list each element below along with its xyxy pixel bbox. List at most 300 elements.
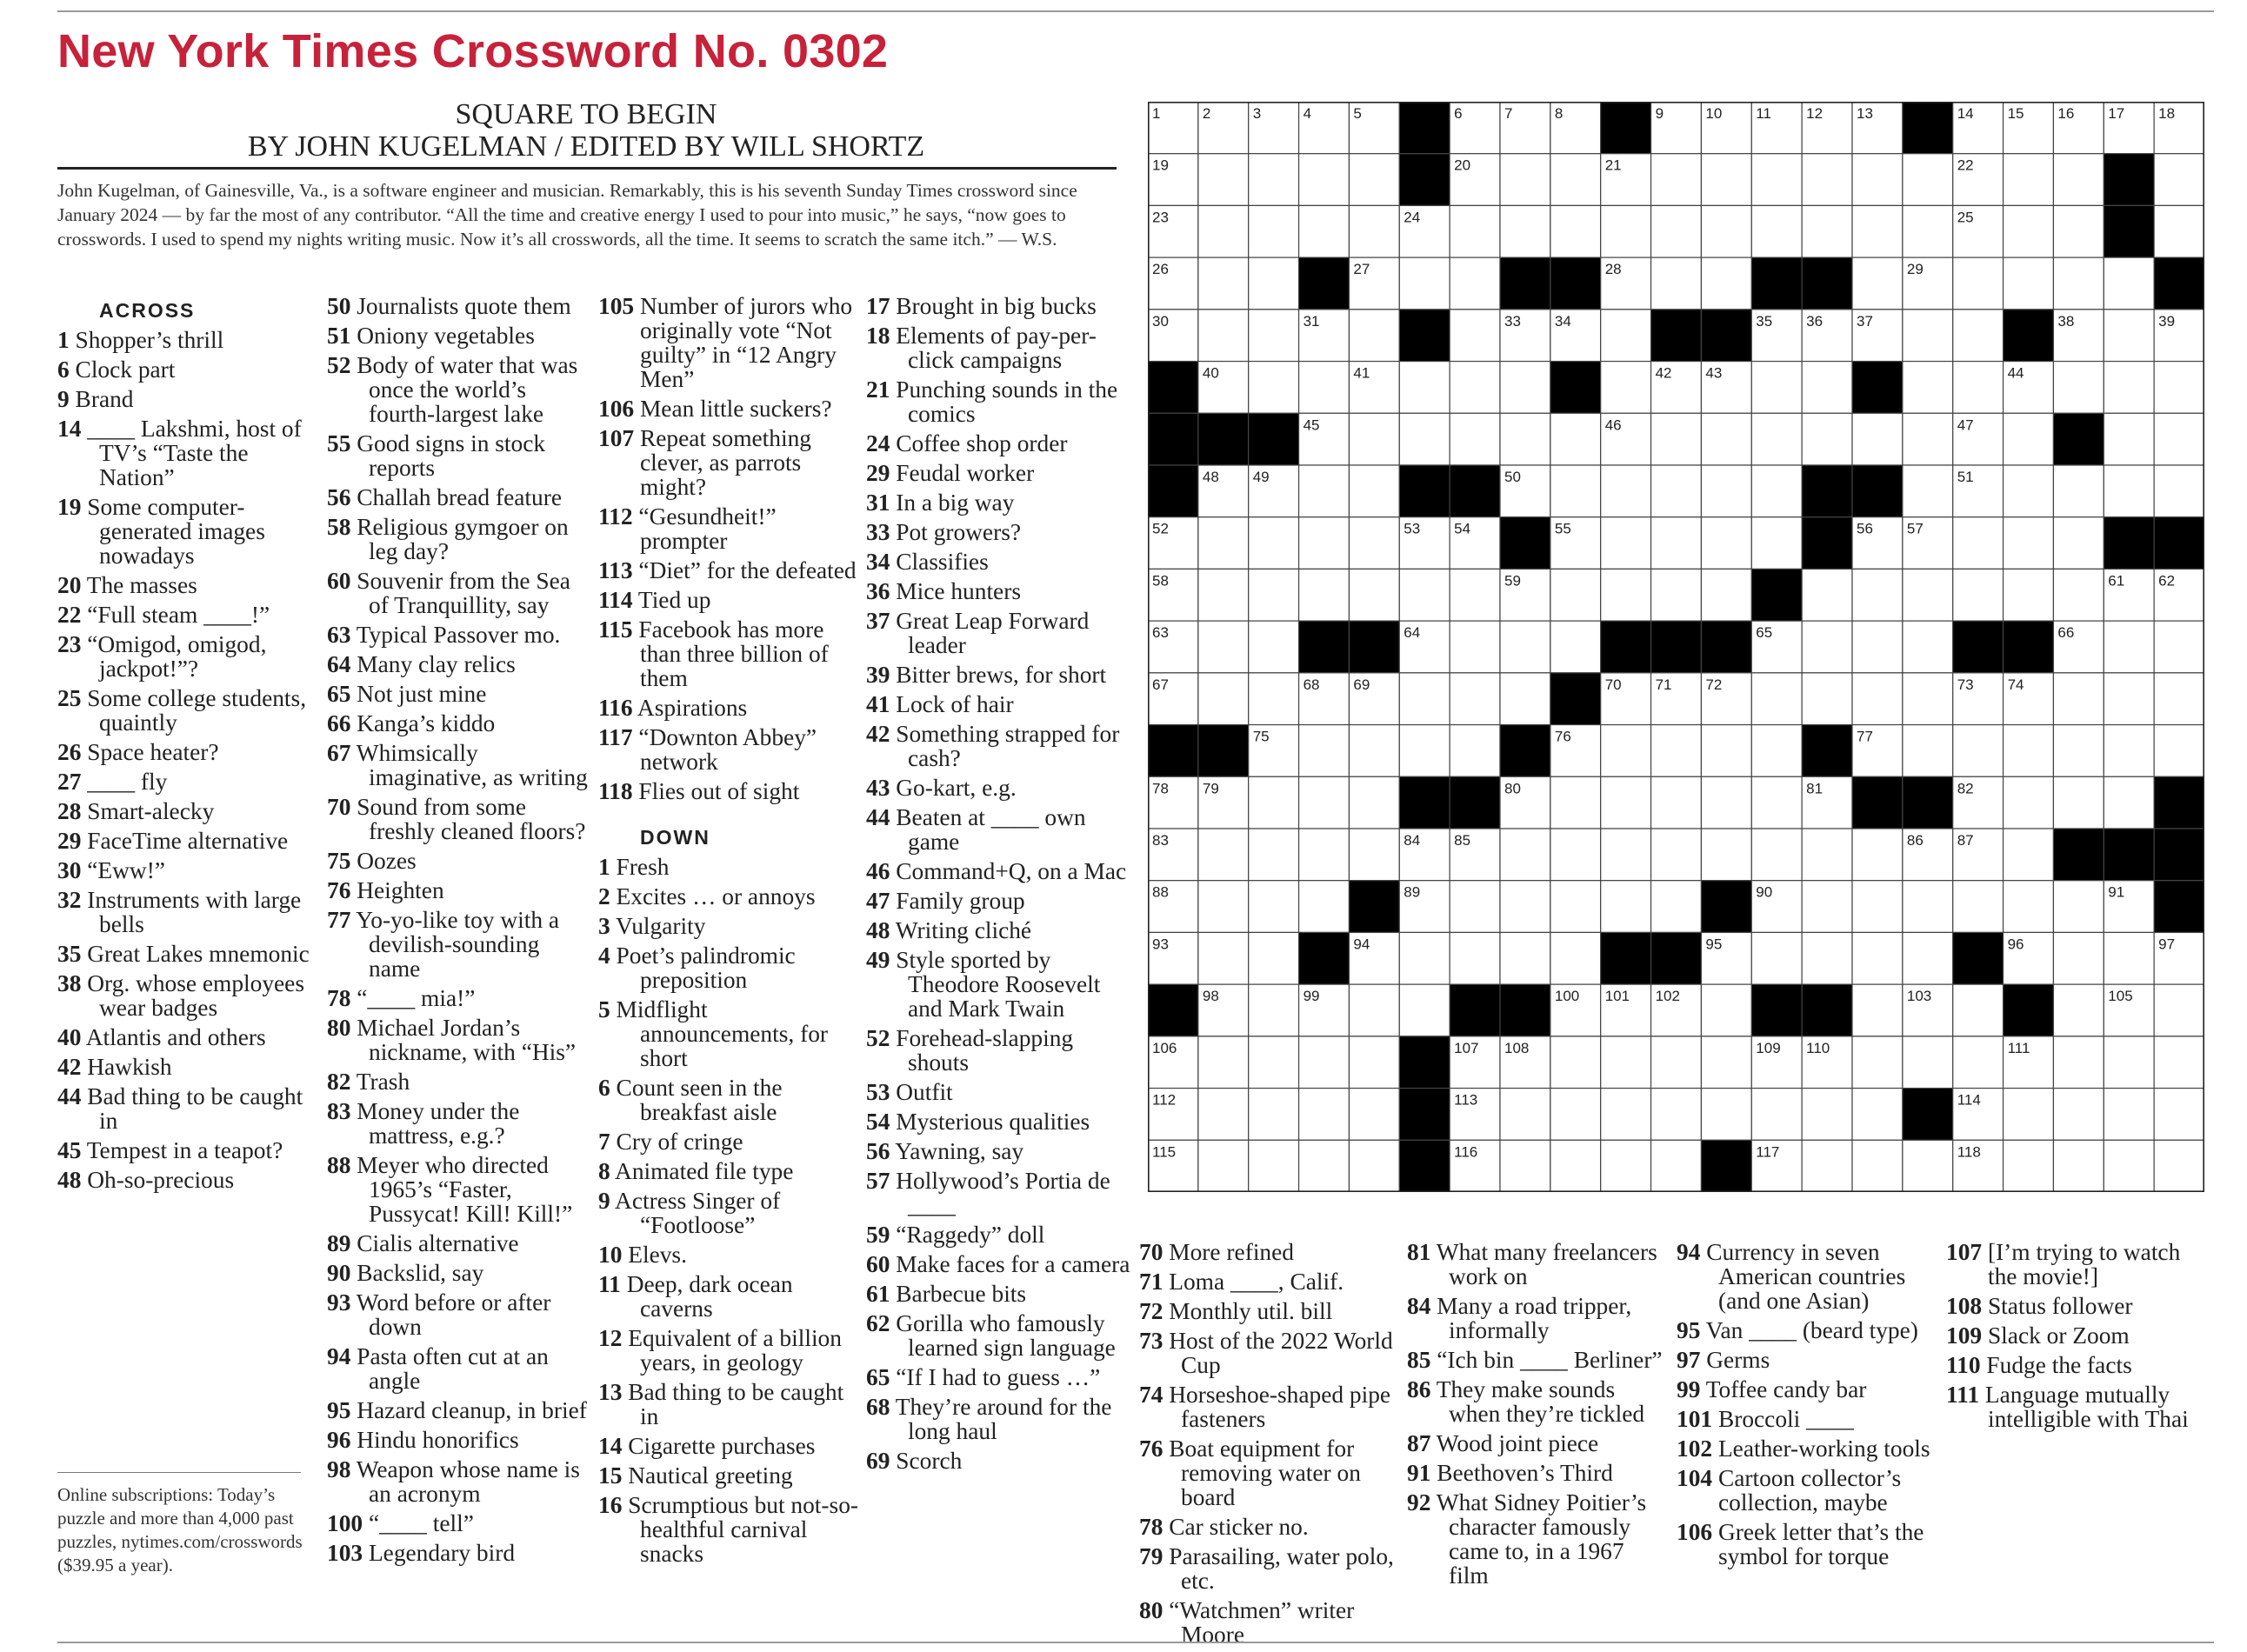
grid-cell[interactable] xyxy=(2053,1036,2104,1089)
grid-cell[interactable] xyxy=(2004,154,2054,206)
across-clue[interactable] xyxy=(598,696,861,720)
grid-cell[interactable] xyxy=(2053,569,2104,621)
grid-cell[interactable] xyxy=(1601,517,1651,570)
down-clue[interactable] xyxy=(1946,1353,2207,1377)
grid-cell[interactable] xyxy=(1399,257,1450,310)
grid-cell[interactable] xyxy=(2104,621,2154,673)
grid-cell[interactable] xyxy=(1550,465,1601,517)
grid-cell[interactable] xyxy=(1500,1089,1550,1141)
grid-cell[interactable] xyxy=(1852,881,1903,933)
down-clue[interactable] xyxy=(866,1169,1130,1217)
across-clue[interactable] xyxy=(327,1290,591,1339)
grid-cell[interactable] xyxy=(1550,413,1601,465)
grid-cell[interactable] xyxy=(1399,413,1450,465)
grid-cell[interactable] xyxy=(1953,569,2004,621)
across-clue[interactable] xyxy=(327,849,591,873)
grid-cell[interactable] xyxy=(1198,881,1249,933)
across-clue[interactable] xyxy=(327,431,591,480)
grid-cell[interactable] xyxy=(1349,1036,1399,1089)
grid-cell[interactable] xyxy=(1802,1089,1852,1141)
grid-cell[interactable] xyxy=(2154,154,2204,206)
grid-cell[interactable] xyxy=(1399,673,1450,725)
across-clue[interactable] xyxy=(327,1153,591,1226)
grid-cell[interactable] xyxy=(1198,1140,1249,1192)
grid-cell[interactable] xyxy=(1500,1140,1550,1192)
down-clue[interactable] xyxy=(866,323,1130,372)
grid-cell[interactable] xyxy=(1852,257,1903,310)
grid-cell[interactable] xyxy=(1249,1089,1299,1141)
grid-cell[interactable] xyxy=(1852,932,1903,984)
crossword-grid[interactable] xyxy=(1148,102,2204,1192)
grid-cell[interactable] xyxy=(1953,257,2004,310)
grid-cell[interactable] xyxy=(2104,362,2154,414)
down-clue[interactable] xyxy=(866,948,1130,1021)
down-clue[interactable] xyxy=(1139,1598,1402,1647)
grid-cell[interactable] xyxy=(2053,1140,2104,1192)
grid-cell[interactable] xyxy=(1751,932,1802,984)
grid-cell[interactable] xyxy=(1299,1140,1350,1192)
down-clue[interactable] xyxy=(1677,1377,1939,1402)
grid-cell[interactable] xyxy=(1500,932,1550,984)
grid-cell[interactable] xyxy=(1450,673,1500,725)
grid-cell[interactable] xyxy=(2004,1140,2054,1192)
down-clue[interactable] xyxy=(598,855,861,879)
grid-cell[interactable] xyxy=(1852,569,1903,621)
across-clue[interactable] xyxy=(57,942,323,966)
across-clue[interactable] xyxy=(327,294,591,318)
grid-cell[interactable] xyxy=(1500,829,1550,881)
down-clue[interactable] xyxy=(1139,1329,1402,1377)
grid-cell[interactable] xyxy=(1651,569,1702,621)
grid-cell[interactable] xyxy=(2104,1140,2154,1192)
grid-cell[interactable] xyxy=(2004,1089,2054,1141)
across-clue[interactable] xyxy=(57,632,323,681)
across-clue[interactable] xyxy=(327,323,591,348)
down-clue[interactable] xyxy=(598,1189,861,1237)
across-clue[interactable] xyxy=(598,558,861,583)
across-clue[interactable] xyxy=(327,1428,591,1452)
down-clue[interactable] xyxy=(1407,1490,1670,1588)
across-clue[interactable] xyxy=(57,1025,323,1049)
grid-cell[interactable] xyxy=(1601,569,1651,621)
down-clue[interactable] xyxy=(598,1129,861,1154)
grid-cell[interactable] xyxy=(1299,362,1350,414)
grid-cell[interactable] xyxy=(1953,984,2004,1036)
grid-cell[interactable] xyxy=(1651,776,1702,829)
down-clue[interactable] xyxy=(866,663,1130,687)
grid-cell[interactable] xyxy=(1802,154,1852,206)
grid-cell[interactable] xyxy=(1299,1036,1350,1089)
down-clue[interactable] xyxy=(598,1242,861,1267)
grid-cell[interactable] xyxy=(1651,205,1702,257)
grid-cell[interactable] xyxy=(1852,829,1903,881)
grid-cell[interactable] xyxy=(1802,205,1852,257)
grid-cell[interactable] xyxy=(1550,881,1601,933)
down-clue[interactable] xyxy=(866,609,1130,657)
grid-cell[interactable] xyxy=(1198,1036,1249,1089)
grid-cell[interactable] xyxy=(1399,569,1450,621)
grid-cell[interactable] xyxy=(1249,569,1299,621)
grid-cell[interactable] xyxy=(1198,829,1249,881)
grid-cell[interactable] xyxy=(1198,310,1249,362)
grid-cell[interactable] xyxy=(1701,154,1751,206)
across-clue[interactable] xyxy=(57,829,323,853)
grid-cell[interactable] xyxy=(1399,932,1450,984)
down-clue[interactable] xyxy=(1139,1382,1402,1431)
across-clue[interactable] xyxy=(57,603,323,627)
grid-cell[interactable] xyxy=(1601,1089,1651,1141)
grid-cell[interactable] xyxy=(1802,413,1852,465)
down-clue[interactable] xyxy=(866,1080,1130,1104)
grid-cell[interactable] xyxy=(2104,310,2154,362)
grid-cell[interactable] xyxy=(1953,1036,2004,1089)
across-clue[interactable] xyxy=(327,711,591,736)
grid-cell[interactable] xyxy=(1701,725,1751,777)
grid-cell[interactable] xyxy=(1751,413,1802,465)
down-clue[interactable] xyxy=(1139,1299,1402,1323)
down-clue[interactable] xyxy=(1677,1466,1939,1515)
grid-cell[interactable] xyxy=(1953,310,2004,362)
grid-cell[interactable] xyxy=(1701,1089,1751,1141)
grid-cell[interactable] xyxy=(2154,362,2204,414)
across-clue[interactable] xyxy=(57,1138,323,1162)
grid-cell[interactable] xyxy=(1651,829,1702,881)
grid-cell[interactable] xyxy=(1953,362,2004,414)
grid-cell[interactable] xyxy=(1500,362,1550,414)
grid-cell[interactable] xyxy=(1802,362,1852,414)
down-clue[interactable] xyxy=(866,1139,1130,1163)
grid-cell[interactable] xyxy=(1751,517,1802,570)
across-clue[interactable] xyxy=(598,294,861,391)
grid-cell[interactable] xyxy=(2154,1089,2204,1141)
grid-cell[interactable] xyxy=(1953,517,2004,570)
grid-cell[interactable] xyxy=(1601,1140,1651,1192)
down-clue[interactable] xyxy=(866,1222,1130,1247)
grid-cell[interactable] xyxy=(1651,1036,1702,1089)
grid-cell[interactable] xyxy=(1852,1089,1903,1141)
grid-cell[interactable] xyxy=(2053,257,2104,310)
grid-cell[interactable] xyxy=(1249,1140,1299,1192)
down-clue[interactable] xyxy=(1946,1294,2207,1318)
grid-cell[interactable] xyxy=(1450,205,1500,257)
grid-cell[interactable] xyxy=(1299,517,1350,570)
across-clue[interactable] xyxy=(57,740,323,764)
grid-cell[interactable] xyxy=(1903,725,1953,777)
down-clue[interactable] xyxy=(598,1159,861,1183)
across-clue[interactable] xyxy=(327,1099,591,1148)
down-clue[interactable] xyxy=(598,914,861,938)
across-clue[interactable] xyxy=(57,357,323,382)
across-clue[interactable] xyxy=(57,416,323,490)
grid-cell[interactable] xyxy=(1651,517,1702,570)
grid-cell[interactable] xyxy=(1802,829,1852,881)
grid-cell[interactable] xyxy=(1852,621,1903,673)
grid-cell[interactable] xyxy=(2104,413,2154,465)
grid-cell[interactable] xyxy=(1500,673,1550,725)
down-clue[interactable] xyxy=(1407,1461,1670,1485)
grid-cell[interactable] xyxy=(1802,932,1852,984)
down-clue[interactable] xyxy=(1139,1544,1402,1593)
grid-cell[interactable] xyxy=(1198,257,1249,310)
down-clue[interactable] xyxy=(1407,1348,1670,1372)
grid-cell[interactable] xyxy=(2004,725,2054,777)
grid-cell[interactable] xyxy=(1903,413,1953,465)
grid-cell[interactable] xyxy=(1550,776,1601,829)
grid-cell[interactable] xyxy=(2053,362,2104,414)
grid-cell[interactable] xyxy=(1349,205,1399,257)
grid-cell[interactable] xyxy=(1751,725,1802,777)
down-clue[interactable] xyxy=(598,1434,861,1458)
grid-cell[interactable] xyxy=(1349,829,1399,881)
down-clue[interactable] xyxy=(866,579,1130,603)
grid-cell[interactable] xyxy=(1399,984,1450,1036)
across-clue[interactable] xyxy=(57,888,323,936)
grid-cell[interactable] xyxy=(1550,154,1601,206)
grid-cell[interactable] xyxy=(2004,465,2054,517)
grid-cell[interactable] xyxy=(1651,257,1702,310)
grid-cell[interactable] xyxy=(1802,673,1852,725)
grid-cell[interactable] xyxy=(1903,673,1953,725)
down-clue[interactable] xyxy=(866,431,1130,456)
grid-cell[interactable] xyxy=(1802,881,1852,933)
grid-cell[interactable] xyxy=(1299,569,1350,621)
across-clue[interactable] xyxy=(327,515,591,563)
grid-cell[interactable] xyxy=(1701,829,1751,881)
grid-cell[interactable] xyxy=(1299,725,1350,777)
grid-cell[interactable] xyxy=(1198,205,1249,257)
grid-cell[interactable] xyxy=(1198,517,1249,570)
grid-cell[interactable] xyxy=(2053,881,2104,933)
grid-cell[interactable] xyxy=(1601,310,1651,362)
down-clue[interactable] xyxy=(1139,1240,1402,1264)
grid-cell[interactable] xyxy=(1299,829,1350,881)
grid-cell[interactable] xyxy=(1601,1036,1651,1089)
down-clue[interactable] xyxy=(866,1311,1130,1360)
grid-cell[interactable] xyxy=(1651,1140,1702,1192)
grid-cell[interactable] xyxy=(1802,569,1852,621)
grid-cell[interactable] xyxy=(2053,776,2104,829)
down-clue[interactable] xyxy=(866,1365,1130,1389)
grid-cell[interactable] xyxy=(1953,881,2004,933)
down-clue[interactable] xyxy=(866,294,1130,318)
grid-cell[interactable] xyxy=(1550,569,1601,621)
grid-cell[interactable] xyxy=(1450,621,1500,673)
grid-cell[interactable] xyxy=(2104,725,2154,777)
down-clue[interactable] xyxy=(1946,1382,2207,1431)
grid-cell[interactable] xyxy=(1299,881,1350,933)
grid-cell[interactable] xyxy=(2104,932,2154,984)
grid-cell[interactable] xyxy=(1601,881,1651,933)
grid-cell[interactable] xyxy=(1751,362,1802,414)
grid-cell[interactable] xyxy=(2053,205,2104,257)
grid-cell[interactable] xyxy=(1651,413,1702,465)
down-clue[interactable] xyxy=(866,520,1130,544)
across-clue[interactable] xyxy=(327,908,591,981)
grid-cell[interactable] xyxy=(1802,1140,1852,1192)
across-clue[interactable] xyxy=(327,1069,591,1094)
grid-cell[interactable] xyxy=(1550,932,1601,984)
grid-cell[interactable] xyxy=(1751,673,1802,725)
across-clue[interactable] xyxy=(327,986,591,1010)
down-clue[interactable] xyxy=(866,805,1130,854)
grid-cell[interactable] xyxy=(1198,154,1249,206)
grid-cell[interactable] xyxy=(1450,932,1500,984)
grid-cell[interactable] xyxy=(1198,1089,1249,1141)
grid-cell[interactable] xyxy=(1550,205,1601,257)
grid-cell[interactable] xyxy=(1399,362,1450,414)
grid-cell[interactable] xyxy=(1249,776,1299,829)
down-clue[interactable] xyxy=(866,1252,1130,1276)
grid-cell[interactable] xyxy=(1450,881,1500,933)
grid-cell[interactable] xyxy=(1802,621,1852,673)
across-clue[interactable] xyxy=(57,858,323,883)
down-clue[interactable] xyxy=(866,722,1130,770)
down-clue[interactable] xyxy=(1407,1431,1670,1455)
grid-cell[interactable] xyxy=(2053,932,2104,984)
grid-cell[interactable] xyxy=(1903,569,1953,621)
across-clue[interactable] xyxy=(327,652,591,676)
across-clue[interactable] xyxy=(327,1457,591,1506)
across-clue[interactable] xyxy=(327,741,591,789)
grid-cell[interactable] xyxy=(1903,310,1953,362)
down-clue[interactable] xyxy=(598,1380,861,1429)
grid-cell[interactable] xyxy=(2154,725,2204,777)
grid-cell[interactable] xyxy=(1349,1089,1399,1141)
across-clue[interactable] xyxy=(327,1541,591,1565)
down-clue[interactable] xyxy=(1139,1436,1402,1509)
down-clue[interactable] xyxy=(1946,1240,2207,1289)
grid-cell[interactable] xyxy=(2053,984,2104,1036)
grid-cell[interactable] xyxy=(1198,621,1249,673)
grid-cell[interactable] xyxy=(1450,257,1500,310)
grid-cell[interactable] xyxy=(1349,1140,1399,1192)
across-clue[interactable] xyxy=(57,387,323,411)
across-clue[interactable] xyxy=(57,495,323,568)
across-clue[interactable] xyxy=(327,1344,591,1393)
down-clue[interactable] xyxy=(866,692,1130,716)
grid-cell[interactable] xyxy=(2104,1036,2154,1089)
down-clue[interactable] xyxy=(1677,1240,1939,1313)
grid-cell[interactable] xyxy=(2053,517,2104,570)
grid-cell[interactable] xyxy=(1751,776,1802,829)
grid-cell[interactable] xyxy=(1249,881,1299,933)
down-clue[interactable] xyxy=(1677,1407,1939,1431)
grid-cell[interactable] xyxy=(1299,776,1350,829)
grid-cell[interactable] xyxy=(1349,465,1399,517)
grid-cell[interactable] xyxy=(1349,569,1399,621)
grid-cell[interactable] xyxy=(1701,465,1751,517)
down-clue[interactable] xyxy=(598,884,861,909)
grid-cell[interactable] xyxy=(1701,1036,1751,1089)
grid-cell[interactable] xyxy=(1349,984,1399,1036)
across-clue[interactable] xyxy=(327,485,591,510)
grid-cell[interactable] xyxy=(2154,621,2204,673)
grid-cell[interactable] xyxy=(1903,1036,1953,1089)
grid-cell[interactable] xyxy=(1601,829,1651,881)
down-clue[interactable] xyxy=(866,918,1130,943)
across-clue[interactable] xyxy=(327,1231,591,1256)
across-clue[interactable] xyxy=(327,1016,591,1064)
grid-cell[interactable] xyxy=(1903,881,1953,933)
grid-cell[interactable] xyxy=(1751,205,1802,257)
across-clue[interactable] xyxy=(57,328,323,352)
grid-cell[interactable] xyxy=(1550,621,1601,673)
grid-cell[interactable] xyxy=(1349,310,1399,362)
grid-cell[interactable] xyxy=(1751,465,1802,517)
grid-cell[interactable] xyxy=(1249,932,1299,984)
grid-cell[interactable] xyxy=(1903,362,1953,414)
grid-cell[interactable] xyxy=(1751,1089,1802,1141)
grid-cell[interactable] xyxy=(1349,776,1399,829)
grid-cell[interactable] xyxy=(1601,205,1651,257)
across-clue[interactable] xyxy=(57,971,323,1020)
grid-cell[interactable] xyxy=(1903,621,1953,673)
grid-cell[interactable] xyxy=(2004,776,2054,829)
grid-cell[interactable] xyxy=(1550,1089,1601,1141)
down-clue[interactable] xyxy=(598,1076,861,1124)
grid-cell[interactable] xyxy=(1701,569,1751,621)
grid-cell[interactable] xyxy=(1299,1089,1350,1141)
down-clue[interactable] xyxy=(1677,1436,1939,1461)
grid-cell[interactable] xyxy=(1852,154,1903,206)
grid-cell[interactable] xyxy=(1198,569,1249,621)
grid-cell[interactable] xyxy=(1601,465,1651,517)
across-clue[interactable] xyxy=(327,623,591,647)
grid-cell[interactable] xyxy=(1249,154,1299,206)
across-clue[interactable] xyxy=(57,573,323,597)
down-clue[interactable] xyxy=(598,1463,861,1488)
down-clue[interactable] xyxy=(866,377,1130,426)
grid-cell[interactable] xyxy=(2104,776,2154,829)
grid-cell[interactable] xyxy=(2154,673,2204,725)
grid-cell[interactable] xyxy=(1701,205,1751,257)
grid-cell[interactable] xyxy=(2154,205,2204,257)
grid-cell[interactable] xyxy=(2053,673,2104,725)
down-clue[interactable] xyxy=(866,550,1130,574)
grid-cell[interactable] xyxy=(1701,984,1751,1036)
across-clue[interactable] xyxy=(57,1084,323,1133)
grid-cell[interactable] xyxy=(2104,465,2154,517)
across-clue[interactable] xyxy=(598,588,861,612)
down-clue[interactable] xyxy=(1946,1323,2207,1348)
grid-cell[interactable] xyxy=(2004,569,2054,621)
across-clue[interactable] xyxy=(327,1511,591,1535)
grid-cell[interactable] xyxy=(1651,725,1702,777)
across-clue[interactable] xyxy=(57,1168,323,1192)
down-clue[interactable] xyxy=(866,1109,1130,1134)
grid-cell[interactable] xyxy=(1450,569,1500,621)
grid-cell[interactable] xyxy=(1249,517,1299,570)
grid-cell[interactable] xyxy=(1249,1036,1299,1089)
grid-cell[interactable] xyxy=(1450,725,1500,777)
grid-cell[interactable] xyxy=(1651,1089,1702,1141)
down-clue[interactable] xyxy=(866,776,1130,800)
down-clue[interactable] xyxy=(1407,1240,1670,1289)
down-clue[interactable] xyxy=(866,461,1130,485)
grid-cell[interactable] xyxy=(1903,1140,1953,1192)
grid-cell[interactable] xyxy=(2053,1089,2104,1141)
grid-cell[interactable] xyxy=(2154,1140,2204,1192)
across-clue[interactable] xyxy=(327,795,591,843)
down-clue[interactable] xyxy=(1407,1294,1670,1342)
grid-cell[interactable] xyxy=(1249,257,1299,310)
grid-cell[interactable] xyxy=(1751,154,1802,206)
grid-cell[interactable] xyxy=(1701,413,1751,465)
grid-cell[interactable] xyxy=(1299,205,1350,257)
grid-cell[interactable] xyxy=(1903,465,1953,517)
grid-cell[interactable] xyxy=(1601,362,1651,414)
grid-cell[interactable] xyxy=(1701,517,1751,570)
